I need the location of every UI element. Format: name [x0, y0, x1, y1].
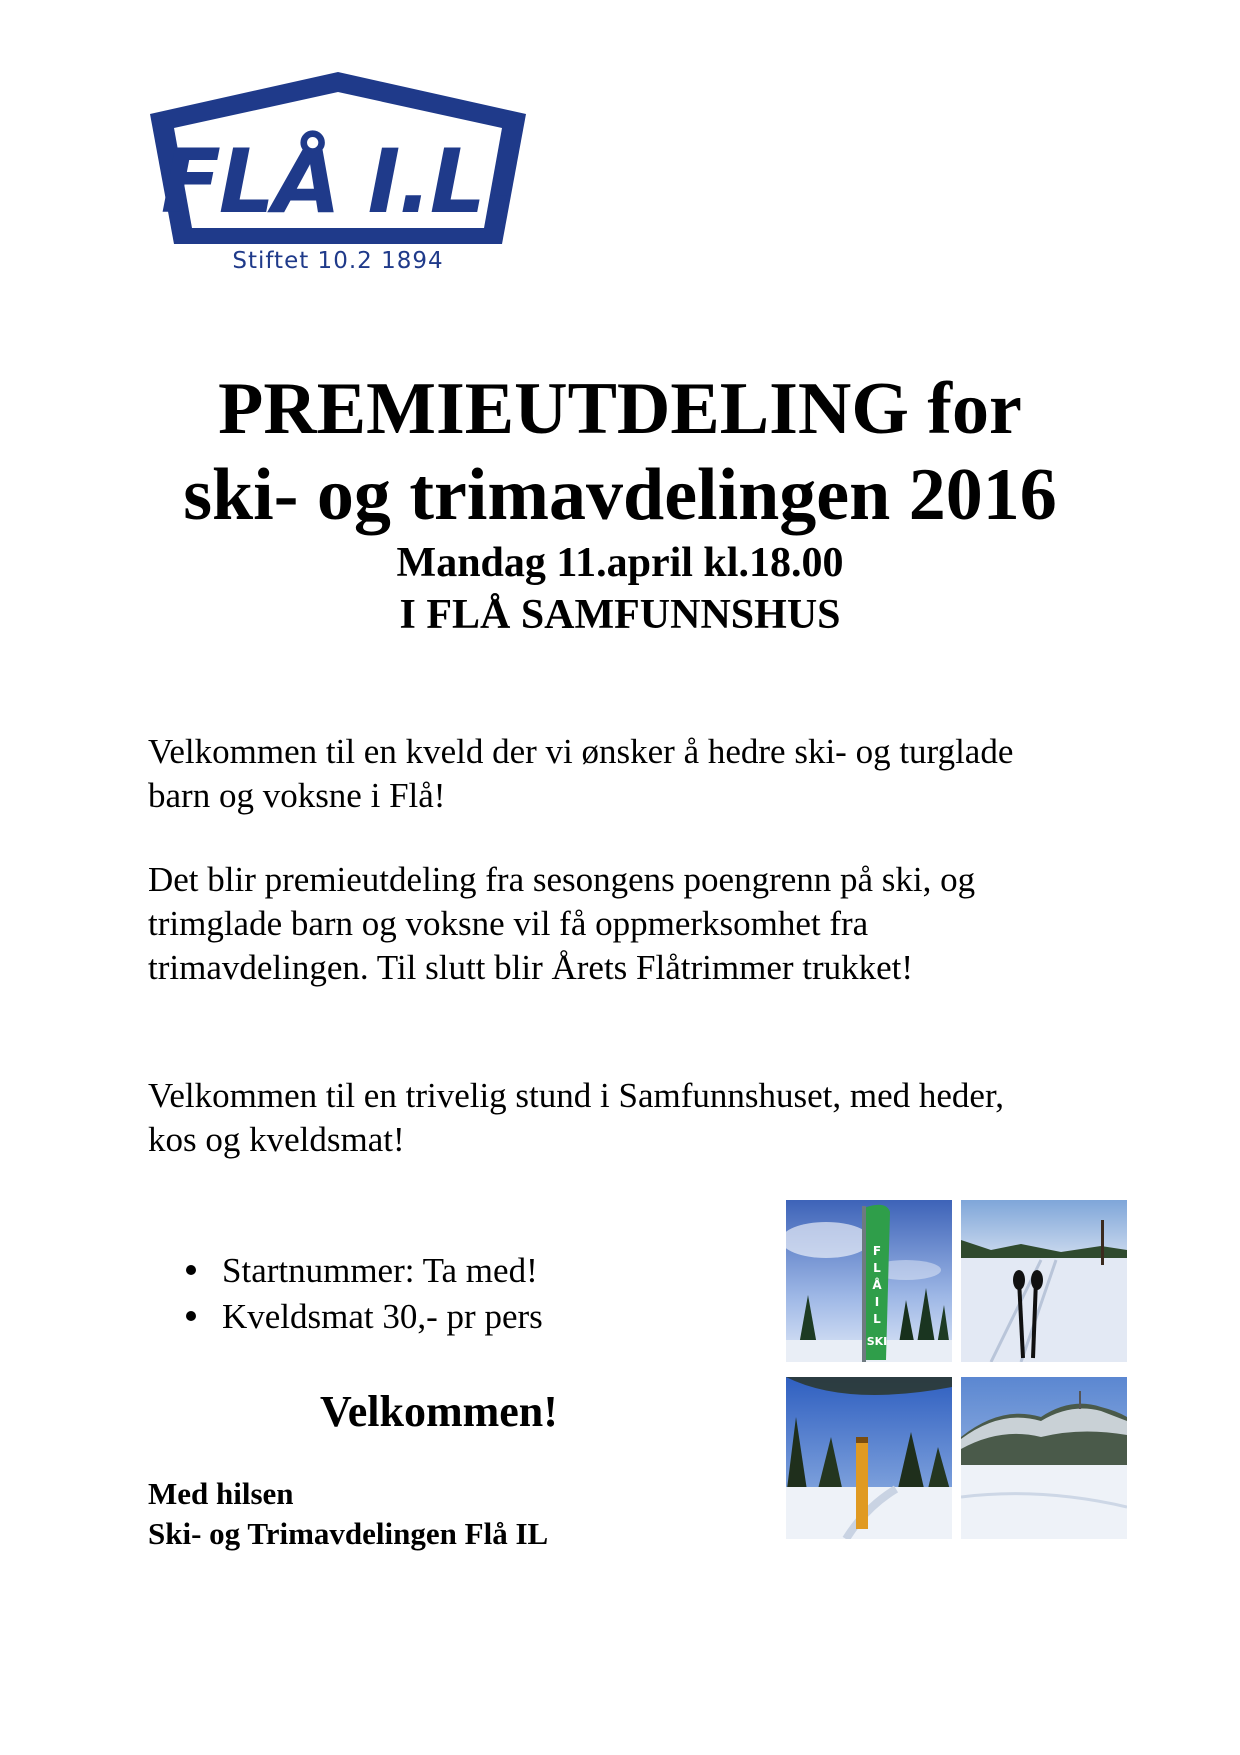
banner-lettering: F	[872, 1244, 882, 1258]
svg-text:L: L	[873, 1261, 881, 1275]
event-venue: I FLÅ SAMFUNNSHUS	[399, 592, 841, 638]
awards-line: Det blir premieutdeling fra sesongens poengrenn på ski, og	[148, 860, 976, 899]
intro-paragraph	[148, 730, 1128, 818]
logo-emblem	[150, 72, 526, 252]
title-line-1: PREMIEUTDELING for	[218, 368, 1022, 450]
event-date: Mandag 11.april kl.18.00	[396, 540, 844, 586]
photo-mountain-image	[961, 1377, 1127, 1539]
title-line-2: ski- og trimavdelingen 2016	[183, 454, 1057, 536]
bullet-icon	[186, 1311, 196, 1321]
bullet-icon	[186, 1265, 196, 1275]
awards-line: trimavdelingen. Til slutt blir Årets Flåtrimmer trukket!	[148, 948, 914, 987]
logo-lettering: FLÅ I.L.	[160, 130, 516, 233]
svg-text:L: L	[873, 1312, 881, 1326]
signoff	[148, 1474, 548, 1554]
awards-line: trimglade barn og voksne vil få oppmerksomhet fra	[148, 904, 869, 943]
svg-text:I: I	[874, 1295, 880, 1309]
photo-collage	[786, 1200, 1127, 1530]
welcome-heading: Velkommen!	[320, 1387, 558, 1436]
welcome-line: kos og kveldsmat!	[148, 1120, 405, 1159]
photo-banner-image	[786, 1200, 952, 1362]
svg-text:Å: Å	[872, 1278, 882, 1292]
intro-line: barn og voksne i Flå!	[148, 776, 446, 815]
photo-ski-poles-image	[961, 1200, 1127, 1362]
list-item	[186, 1294, 543, 1340]
photo-trail-marker-image	[786, 1377, 952, 1539]
intro-line: Velkommen til en kveld der vi ønsker å hedre ski- og turglade	[148, 732, 1014, 771]
logo-tagline: Stiftet 10.2 1894	[232, 248, 444, 274]
welcome-line: Velkommen til en trivelig stund i Samfunnshuset, med heder,	[148, 1076, 1004, 1115]
welcome-paragraph	[148, 1074, 1128, 1162]
info-list	[186, 1248, 543, 1340]
svg-text:SKI: SKI	[866, 1335, 888, 1348]
list-item-text: Startnummer: Ta med!	[222, 1251, 538, 1290]
signoff-sender: Ski- og Trimavdelingen Flå IL	[148, 1516, 549, 1551]
club-logo	[150, 72, 526, 284]
list-item	[186, 1248, 543, 1294]
list-item-text: Kveldsmat 30,- pr pers	[222, 1297, 543, 1336]
signoff-greeting: Med hilsen	[148, 1476, 294, 1511]
awards-paragraph	[148, 858, 1128, 990]
